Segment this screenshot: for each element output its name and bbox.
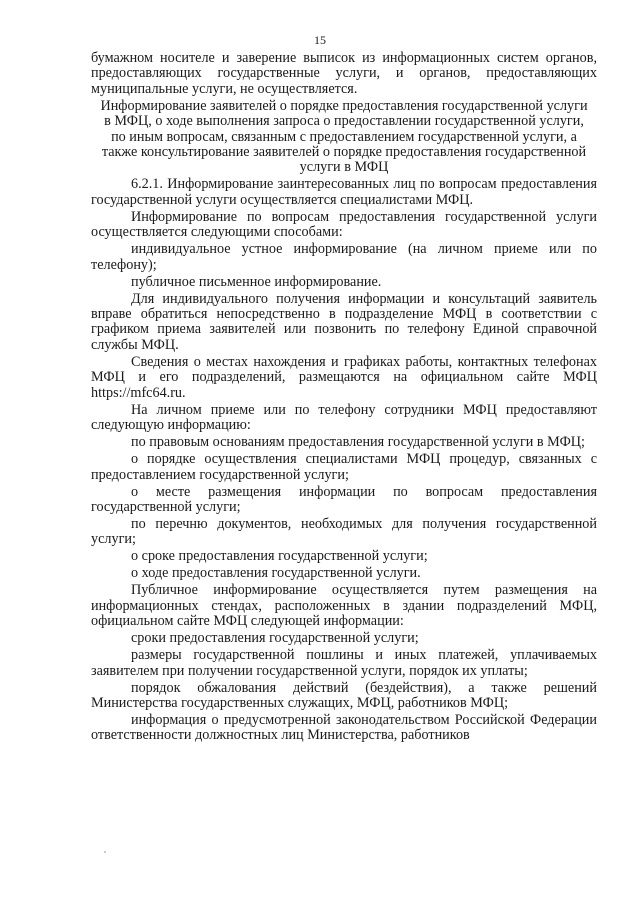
paragraph: по перечню документов, необходимых для получения государственной услуги; — [91, 515, 597, 548]
paragraph: На личном приеме или по телефону сотрудники МФЦ предоставляют следующую информацию: — [91, 401, 597, 434]
paragraph: о месте размещения информации по вопросам предоставления государственной услуги; — [91, 483, 597, 515]
document-body — [91, 51, 597, 745]
paragraph: о сроке предоставления государственной услуги; — [131, 548, 428, 565]
paragraph: порядок обжалования действий (бездействия), а также решений Министерства государственных служащих, МФЦ, работников МФЦ; — [91, 679, 597, 711]
paragraph: информация о предусмотренной законодательством Российской Федерации ответственности должностных лиц Министерства, работников — [91, 711, 597, 744]
scan-speck — [104, 851, 106, 853]
page-number: 15 — [314, 33, 326, 47]
paragraph: Информирование по вопросам предоставления государственной услуги осуществляется следующими способами: — [91, 208, 597, 241]
paragraph: о ходе предоставления государственной услуги. — [131, 565, 421, 582]
paragraph: размеры государственной пошлины и иных платежей, уплачиваемых заявителем при получении государственной услуги, порядок их уплаты; — [91, 647, 597, 679]
paragraph: публичное письменное информирование. — [131, 273, 382, 290]
section-heading: Информирование заявителей о порядке предоставления государственной услуги в МФЦ, о ходе выполнения запроса о предоставлении государственной услуги, по иным вопросам, связанным с предоставлением государственной услуги, а также консультирование заявителей о порядке предоставления государственной услуги в МФЦ — [100, 97, 588, 176]
paragraph: Для индивидуального получения информации и консультаций заявитель вправе обратиться непосредственно в подразделение МФЦ в соответствии с графиком приема заявителей или позвонить по телефону Единой справочной службы МФЦ. — [91, 290, 597, 353]
paragraph: о порядке осуществления специалистами МФЦ процедур, связанных с предоставлением государственной услуги; — [91, 451, 597, 483]
paragraph: сроки предоставления государственной услуги; — [131, 630, 419, 647]
paragraph: Публичное информирование осуществляется путем размещения на информационных стендах, расположенных в здании подразделений МФЦ, официальном сайте МФЦ следующей информации: — [91, 582, 597, 630]
paragraph: 6.2.1. Информирование заинтересованных лиц по вопросам предоставления государственной услуги осуществляется специалистами МФЦ. — [91, 176, 597, 208]
paragraph: Сведения о местах нахождения и графиках работы, контактных телефонах МФЦ и его подразделений, размещаются на официальном сайте МФЦ https://mfc64.ru. — [91, 353, 597, 401]
paragraph: индивидуальное устное информирование (на личном приеме или по телефону); — [91, 241, 597, 273]
paragraph: по правовым основаниям предоставления государственной услуги в МФЦ; — [131, 434, 585, 451]
paragraph: бумажном носителе и заверение выписок из информационных систем органов, предоставляющих государственные услуги, и органов, предоставляющих муниципальные услуги, не осуществляется. — [91, 50, 597, 97]
